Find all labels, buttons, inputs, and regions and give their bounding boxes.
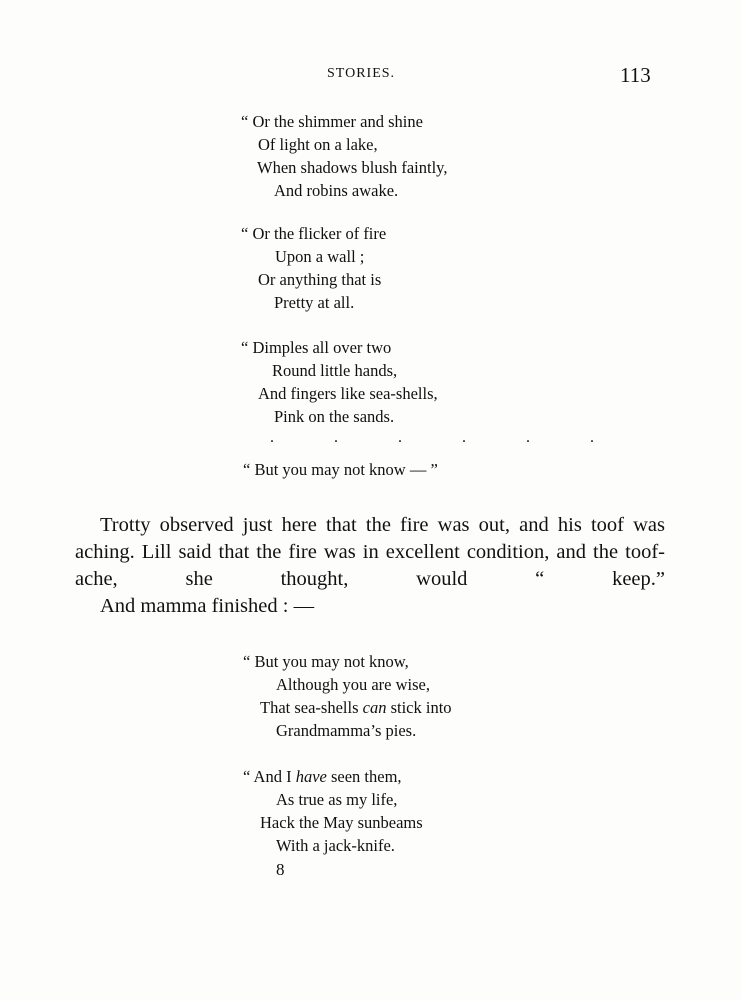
verse-line: When shadows blush faintly, <box>257 158 448 177</box>
verse-line: “ But you may not know, <box>243 652 409 671</box>
verse-stanza-2 <box>241 222 386 314</box>
verse-emphasis: can <box>362 698 387 717</box>
verse-line: Upon a wall ; <box>275 247 365 266</box>
verse-line: With a jack-knife. <box>276 836 395 855</box>
verse-line: “ Or the shimmer and shine <box>241 112 423 131</box>
verse-line: Hack the May sunbeams <box>260 813 423 832</box>
verse-text: “ And I <box>243 767 296 786</box>
running-header: STORIES. <box>327 66 396 81</box>
verse-line: “ Or the flicker of fire <box>241 224 387 243</box>
verse-text: stick into <box>386 698 452 717</box>
paragraph: And mamma finished : — <box>100 595 315 617</box>
verse-stanza-3 <box>241 336 438 428</box>
verse-line: And robins awake. <box>274 181 399 200</box>
verse-text: seen them, <box>326 767 402 786</box>
verse-line: Pretty at all. <box>274 293 355 312</box>
page-number: 113 <box>620 63 651 87</box>
verse-stanza-1 <box>241 110 447 202</box>
verse-line <box>243 696 452 719</box>
ellipsis-dots: . . . . . . <box>270 429 622 446</box>
verse-line: Or anything that is <box>258 270 382 289</box>
verse-line: Although you are wise, <box>276 675 430 694</box>
paragraph: Trotty observed just here that the fire was out, and his toof was aching. Lill said that the fire was in excellent condition, and the toof-ache, she thought, would “ keep.” <box>75 514 665 590</box>
signature-mark: 8 <box>276 860 285 879</box>
verse-line <box>243 765 423 788</box>
verse-line: As true as my life, <box>276 790 398 809</box>
verse-emphasis: have <box>295 767 327 786</box>
verse-line: “ But you may not know — ” <box>243 460 438 479</box>
prose-block <box>75 512 665 620</box>
verse-line: Round little hands, <box>272 361 398 380</box>
verse-line: Pink on the sands. <box>274 407 395 426</box>
verse-line: “ Dimples all over two <box>241 338 392 357</box>
verse-line: Grandmamma’s pies. <box>276 721 417 740</box>
verse-text: That sea-shells <box>260 698 363 717</box>
verse-line: And fingers like sea-shells, <box>258 384 438 403</box>
verse-stanza-5 <box>243 765 423 857</box>
verse-line: Of light on a lake, <box>258 135 378 154</box>
verse-stanza-4 <box>243 650 452 742</box>
